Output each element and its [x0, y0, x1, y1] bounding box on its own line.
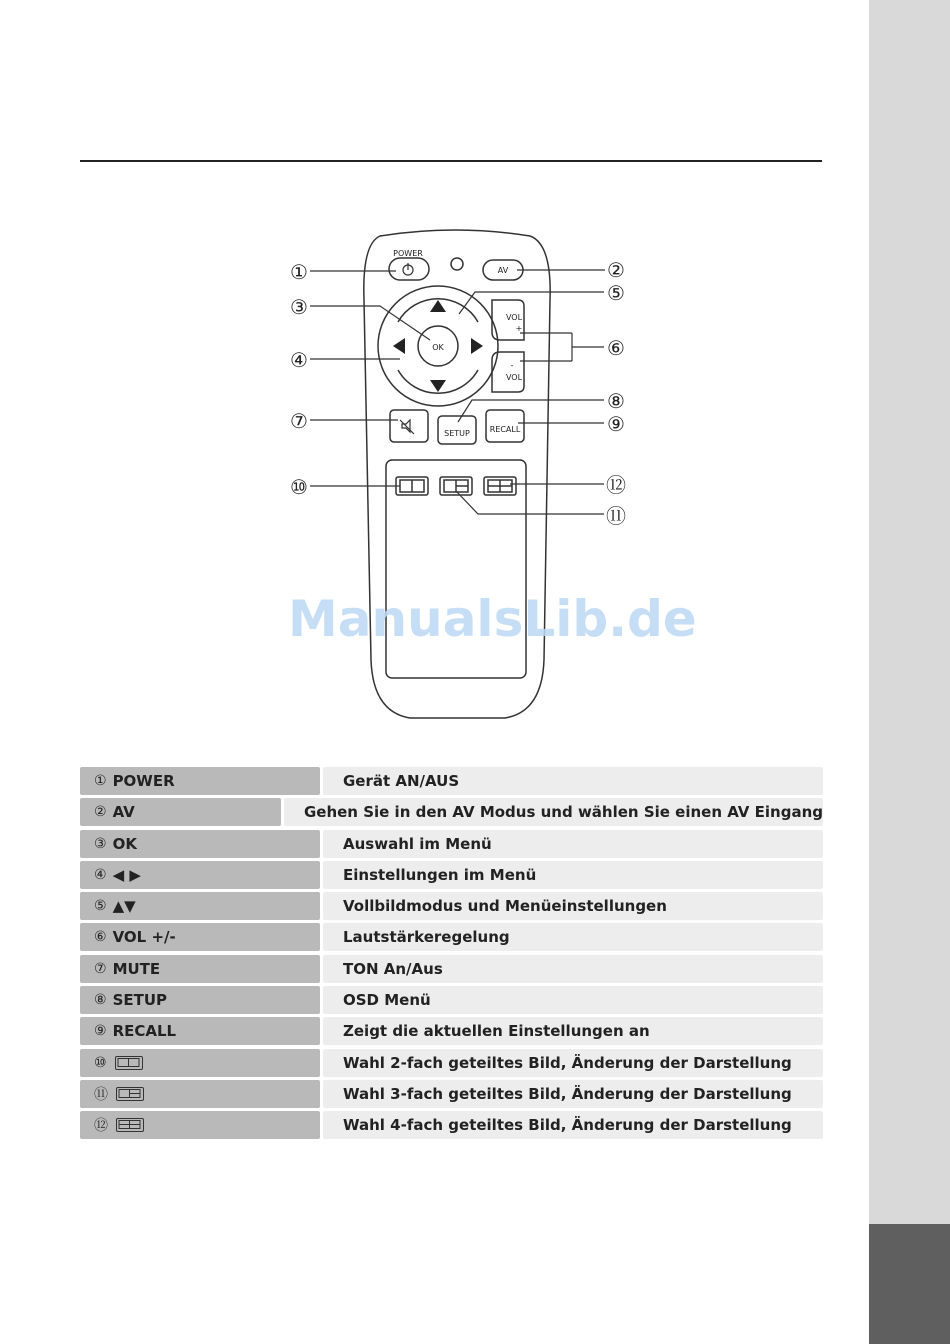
- legend-key: [80, 1080, 320, 1108]
- legend-number: ⑪: [94, 1086, 108, 1103]
- right-arrow-icon: [471, 338, 483, 354]
- vol-down-label: VOL: [505, 373, 523, 382]
- legend-row: [80, 955, 823, 983]
- callout-9: ⑨: [607, 412, 625, 436]
- legend-key: [80, 830, 320, 858]
- callout-12: ⑫: [606, 473, 626, 497]
- legend-key: [80, 861, 320, 889]
- watermark: ManualsLib.de: [288, 590, 697, 648]
- split-4-icon: [116, 1118, 144, 1132]
- legend-description: OSD Menü: [323, 986, 823, 1014]
- legend-key-label: OK: [112, 834, 137, 853]
- legend-key-label: RECALL: [112, 1022, 177, 1041]
- legend-row: [80, 1017, 823, 1045]
- legend-number: ⑩: [94, 1054, 107, 1071]
- legend-number: ⑦: [94, 960, 107, 977]
- legend-description: Lautstärkeregelung: [323, 923, 823, 951]
- side-tab-dark: [869, 1224, 950, 1344]
- vol-up-label: VOL: [505, 313, 523, 322]
- legend-description: Einstellungen im Menü: [323, 861, 823, 889]
- vol-up-plus: +: [515, 324, 523, 333]
- callout-11: ⑪: [606, 504, 626, 528]
- callout-2: ②: [607, 258, 625, 282]
- legend-row: [80, 1080, 823, 1108]
- split-2-icon: [115, 1056, 143, 1070]
- legend-description: Gehen Sie in den AV Modus und wählen Sie einen AV Eingang: [284, 798, 823, 826]
- legend-row: [80, 798, 823, 826]
- legend-key: [80, 1111, 320, 1139]
- legend-number: ⑨: [94, 1023, 107, 1040]
- legend-number: ⑥: [94, 929, 107, 946]
- left-arrow-icon: [393, 338, 405, 354]
- legend-row: [80, 1049, 823, 1077]
- legend-description: Wahl 4-fach geteiltes Bild, Änderung der Darstellung: [323, 1111, 823, 1139]
- recall-label: RECALL: [489, 425, 521, 434]
- legend-row: [80, 892, 823, 920]
- legend-key-label: SETUP: [112, 991, 168, 1010]
- legend-description: Zeigt die aktuellen Einstellungen an: [323, 1017, 823, 1045]
- legend-key: [80, 1017, 320, 1045]
- legend-description: TON An/Aus: [323, 955, 823, 983]
- callout-3: ③: [290, 295, 308, 319]
- legend-number: ⑧: [94, 992, 107, 1009]
- legend-key-label: POWER: [112, 772, 175, 790]
- legend-key: [80, 955, 320, 983]
- legend-row: [80, 767, 823, 795]
- legend-row: [80, 1111, 823, 1139]
- setup-label: SETUP: [444, 429, 470, 438]
- callout-6: ⑥: [607, 336, 625, 360]
- legend-key: [80, 798, 281, 826]
- legend-number: ⑤: [94, 898, 107, 915]
- legend-key-label: MUTE: [112, 959, 161, 978]
- mute-button: [390, 410, 428, 442]
- legend-key: [80, 923, 320, 951]
- legend-description: Wahl 2-fach geteiltes Bild, Änderung der Darstellung: [323, 1049, 823, 1077]
- legend-key-label: ◀ ▶: [112, 865, 141, 884]
- legend-row: [80, 923, 823, 951]
- legend-number: ②: [94, 804, 107, 821]
- down-arrow-icon: [430, 380, 446, 392]
- legend-number: ④: [94, 866, 107, 883]
- legend-key: [80, 986, 320, 1014]
- legend-key-label: VOL +/-: [112, 928, 176, 947]
- legend-row: [80, 986, 823, 1014]
- legend-key: [80, 892, 320, 920]
- legend-table: [80, 767, 823, 1143]
- vol-down-minus: -: [510, 361, 514, 370]
- led-indicator: [451, 258, 463, 270]
- av-label: AV: [497, 266, 509, 275]
- legend-number: ③: [94, 835, 107, 852]
- legend-description: Gerät AN/AUS: [323, 767, 823, 795]
- legend-key: [80, 767, 320, 795]
- callout-8: ⑧: [607, 389, 625, 413]
- legend-number: ⑫: [94, 1118, 108, 1135]
- split-3-icon: [116, 1087, 144, 1101]
- callout-4: ④: [290, 348, 308, 372]
- power-button: [389, 258, 429, 280]
- legend-description: Wahl 3-fach geteiltes Bild, Änderung der Darstellung: [323, 1080, 823, 1108]
- legend-key-label: AV: [112, 803, 135, 822]
- legend-row: [80, 861, 823, 889]
- callout-5: ⑤: [607, 281, 625, 305]
- legend-number: ①: [94, 773, 107, 789]
- callout-1: ①: [290, 260, 308, 284]
- callout-10: ⑩: [290, 475, 308, 499]
- up-arrow-icon: [430, 300, 446, 312]
- legend-description: Auswahl im Menü: [323, 830, 823, 858]
- legend-key: [80, 1049, 320, 1077]
- side-tab: [869, 0, 950, 1224]
- legend-description: Vollbildmodus und Menüeinstellungen: [323, 892, 823, 920]
- callout-7: ⑦: [290, 409, 308, 433]
- legend-row: [80, 830, 823, 858]
- legend-key-label: ▲▼: [112, 897, 136, 916]
- power-label: POWER: [393, 249, 423, 258]
- ok-label: OK: [432, 343, 444, 352]
